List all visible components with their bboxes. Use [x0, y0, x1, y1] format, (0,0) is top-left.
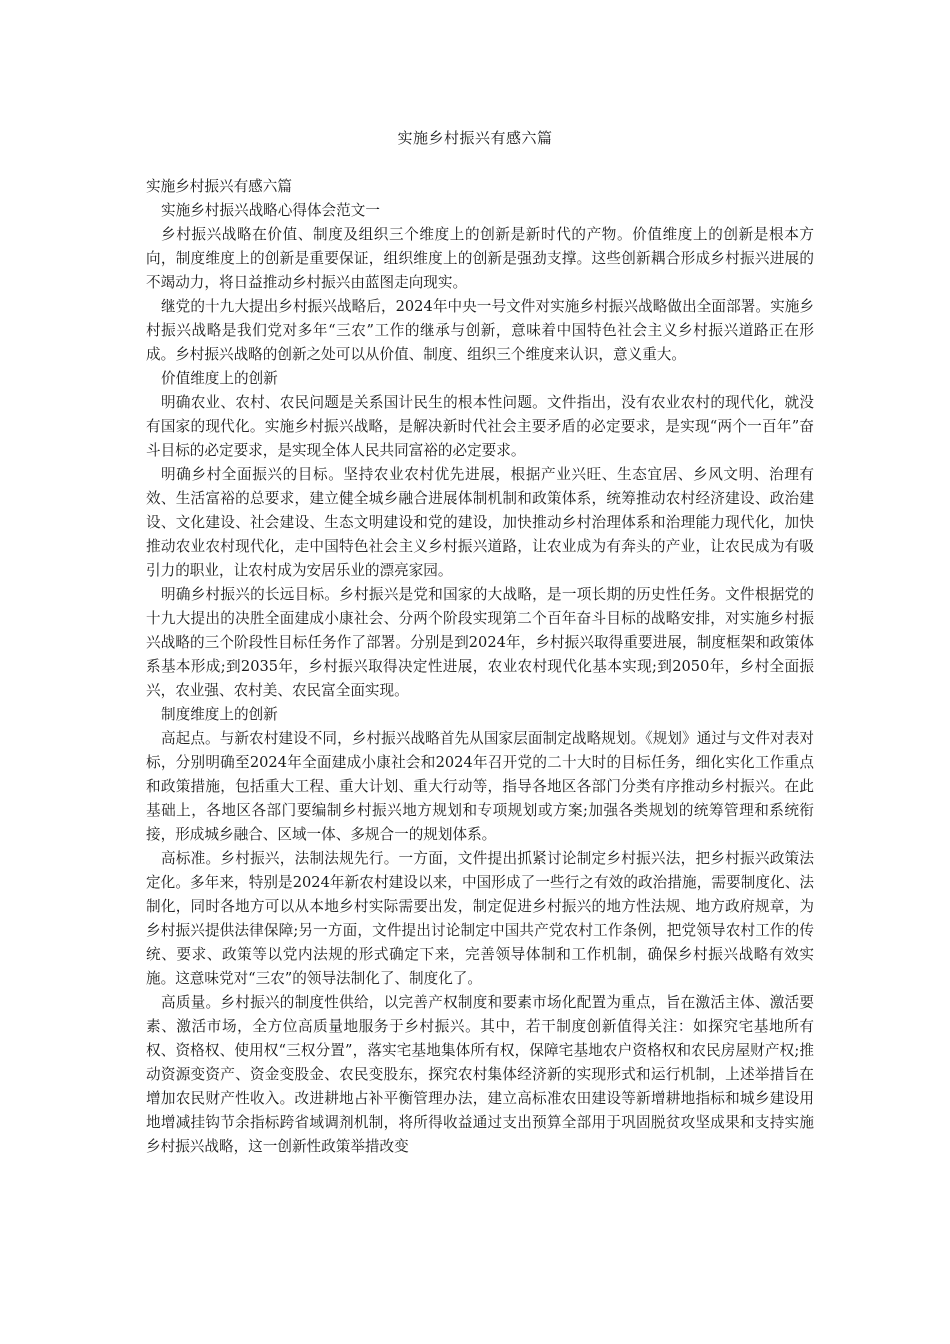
- body-paragraph: 明确乡村振兴的长远目标。乡村振兴是党和国家的大战略，是一项长期的历史性任务。文件根据党的十九大提出的决胜全面建成小康社会、分两个阶段实现第二个百年奋斗目标的战略安排，对实施乡村振兴战略的三个阶段性目标任务作了部署。分别是到2024年，乡村振兴取得重要进展，制度框架和政策体系基本形成;到2035年，乡村振兴取得决定性进展，农业农村现代化基本实现;到2050年，乡村全面振兴，农业强、农村美、农民富全面实现。: [146, 586, 814, 699]
- body-paragraph: 高质量。乡村振兴的制度性供给，以完善产权制度和要素市场化配置为重点，旨在激活主体、激活要素、激活市场，全方位高质量地服务于乡村振兴。其中，若干制度创新值得关注：如探究宅基地所有权、资格权、使用权“三权分置”，落实宅基地集体所有权，保障宅基地农户资格权和农民房屋财产权;推动资源变资产、资金变股金、农民变股东，探究农村集体经济新的实现形式和运行机制，上述举措旨在增加农民财产性收入。改进耕地占补平衡管理办法，建立高标准农田建设等新增耕地指标和城乡建设用地增减挂钩节余指标跨省域调剂机制，将所得收益通过支出预算全部用于巩固脱贫攻坚成果和支持实施乡村振兴战略，这一创新性政策举措改变: [146, 994, 814, 1155]
- body-paragraph: 乡村振兴战略在价值、制度及组织三个维度上的创新是新时代的产物。价值维度上的创新是根本方向，制度维度上的创新是重要保证，组织维度上的创新是强劲支撑。这些创新耦合形成乡村振兴进展的不竭动力，将日益推动乡村振兴由蓝图走向现实。: [146, 226, 814, 291]
- body-paragraph: 明确农业、农村、农民问题是关系国计民生的根本性问题。文件指出，没有农业农村的现代化，就没有国家的现代化。实施乡村振兴战略，是解决新时代社会主要矛盾的必定要求，是实现“两个一百年”奋斗目标的必定要求，是实现全体人民共同富裕的必定要求。: [146, 394, 814, 459]
- subsection-heading: 实施乡村振兴战略心得体会范文一: [161, 202, 380, 219]
- body-paragraph: 继党的十九大提出乡村振兴战略后，2024年中央一号文件对实施乡村振兴战略做出全面部署。实施乡村振兴战略是我们党对多年“三农”工作的继承与创新，意味着中国特色社会主义乡村振兴道路正在形成。乡村振兴战略的创新之处可以从价值、制度、组织三个维度来认识，意义重大。: [146, 298, 814, 363]
- document-body: [146, 175, 814, 1159]
- section-heading: 实施乡村振兴有感六篇: [146, 178, 292, 195]
- body-paragraph: 高起点。与新农村建设不同，乡村振兴战略首先从国家层面制定战略规划。《规划》通过与文件对表对标，分别明确至2024年全面建成小康社会和2024年召开党的二十大时的目标任务，细化实化工作重点和政策措施，包括重大工程、重大计划、重大行动等，指导各地区各部门分类有序推动乡村振兴。在此基础上，各地区各部门要编制乡村振兴地方规划和专项规划或方案;加强各类规划的统筹管理和系统衔接，形成城乡融合、区域一体、多规合一的规划体系。: [146, 730, 814, 843]
- body-paragraph: 明确乡村全面振兴的目标。坚持农业农村优先进展，根据产业兴旺、生态宜居、乡风文明、治理有效、生活富裕的总要求，建立健全城乡融合进展体制机制和政策体系，统筹推动农村经济建设、政治建设、文化建设、社会建设、生态文明建设和党的建设，加快推动乡村治理体系和治理能力现代化，加快推动农业农村现代化，走中国特色社会主义乡村振兴道路，让农业成为有奔头的产业，让农民成为有吸引力的职业，让农村成为安居乐业的漂亮家园。: [146, 466, 814, 579]
- document-title: 实施乡村振兴有感六篇: [397, 129, 553, 147]
- subsection-heading: 制度维度上的创新: [161, 706, 278, 723]
- body-paragraph: 高标准。乡村振兴，法制法规先行。一方面，文件提出抓紧讨论制定乡村振兴法，把乡村振兴政策法定化。多年来，特别是2024年新农村建设以来，中国形成了一些行之有效的政治措施，需要制度化、法制化，同时各地方可以从本地乡村实际需要出发，制定促进乡村振兴的地方性法规、地方政府规章，为乡村振兴提供法律保障;另一方面，文件提出讨论制定中国共产党农村工作条例，把党领导农村工作的传统、要求、政策等以党内法规的形式确定下来，完善领导体制和工作机制，确保乡村振兴战略有效实施。这意味党对“三农”的领导法制化了、制度化了。: [146, 850, 814, 987]
- subsection-heading: 价值维度上的创新: [161, 370, 278, 387]
